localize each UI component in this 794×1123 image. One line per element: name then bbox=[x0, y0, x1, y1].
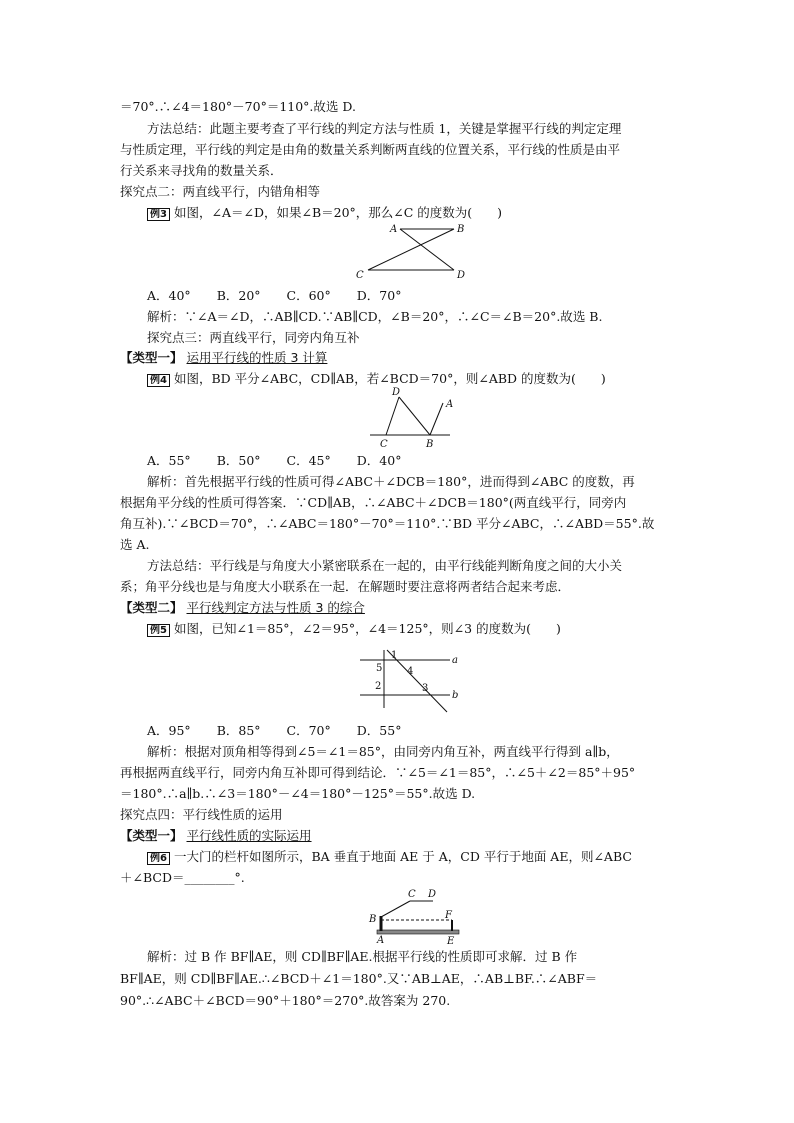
text-line: ＝70°.∴∠4＝180°－70°＝110°.故选 D. bbox=[120, 99, 356, 114]
text-line: 再根据两直线平行，同旁内角互补即可得到结论．∵∠5＝∠1＝85°，∴∠5＋∠2＝85°＋95° bbox=[120, 765, 636, 780]
answer-options bbox=[147, 453, 707, 469]
answer-options bbox=[147, 723, 707, 739]
angle-3: 3 bbox=[422, 683, 429, 694]
solution-text: 解析：根据对顶角相等得到∠5＝∠1＝85°，由同旁内角互补，两直线平行得到 a∥b， bbox=[147, 744, 619, 759]
label-c: C bbox=[380, 439, 388, 450]
example-3-question bbox=[147, 205, 707, 221]
question-text: 如图，∠A＝∠D，如果∠B＝20°，那么∠C 的度数为( ) bbox=[173, 205, 503, 220]
segment-bc bbox=[381, 901, 410, 917]
angle-2: 2 bbox=[375, 681, 382, 692]
figure-6 bbox=[365, 887, 475, 947]
ground bbox=[377, 930, 459, 934]
label-c: C bbox=[408, 889, 416, 900]
angle-5: 5 bbox=[376, 663, 383, 674]
angle-4: 4 bbox=[407, 666, 414, 677]
label-a: A bbox=[377, 935, 385, 946]
label-a: A bbox=[390, 224, 398, 235]
answer-options bbox=[147, 288, 707, 304]
option: A．55° bbox=[147, 453, 191, 468]
type-heading bbox=[120, 828, 680, 844]
text-line: 行关系来寻找角的数量关系． bbox=[120, 163, 283, 178]
segment-bc bbox=[368, 229, 454, 270]
segment-ad bbox=[400, 229, 454, 270]
example-tag: 例6 bbox=[147, 852, 170, 865]
method-summary: 方法总结：平行线是与角度大小紧密联系在一起的，由平行线能判断角度之间的大小关 bbox=[147, 558, 623, 573]
option: D．40° bbox=[356, 453, 402, 468]
label-d: D bbox=[428, 889, 437, 900]
question-text: 一大门的栏杆如图所示，BA 垂直于地面 AE 于 A，CD 平行于地面 AE，则∠ABC bbox=[173, 849, 632, 864]
segment-cd bbox=[386, 397, 399, 435]
label-b: B bbox=[426, 439, 434, 450]
example-tag: 例5 bbox=[147, 624, 170, 637]
text-line: 系；角平分线也是与角度大小联系在一起．在解题时要注意将两者结合起来考虑． bbox=[120, 579, 571, 594]
solution-text: 解析：过 B 作 BF∥AE，则 CD∥BF∥AE.根据平行线的性质即可求解．过 B 作 bbox=[147, 949, 578, 964]
option: B．20° bbox=[216, 288, 261, 303]
text-line: 90°.∴∠ABC＋∠BCD＝90°＋180°＝270°.故答案为 270. bbox=[120, 993, 451, 1008]
label-b: b bbox=[452, 690, 459, 701]
text-line: 角互补).∵∠BCD＝70°，∴∠ABC＝180°－70°＝110°.∵BD 平分∠ABC，∴∠ABD＝55°.故 bbox=[120, 516, 655, 531]
type-tag: 【类型一】 bbox=[120, 350, 183, 365]
type-title: 平行线性质的实际运用 bbox=[186, 828, 312, 843]
method-summary: 方法总结：此题主要考查了平行线的判定方法与性质 1，关键是掌握平行线的判定定理 bbox=[147, 121, 622, 136]
label-c: C bbox=[356, 270, 364, 281]
text-line: 与性质定理，平行线的判定是由角的数量关系判断两直线的位置关系，平行线的性质是由平 bbox=[120, 142, 621, 157]
option: A．95° bbox=[147, 723, 191, 738]
label-b: B bbox=[369, 914, 377, 925]
text-line: ＝180°.∴a∥b.∴∠3＝180°－∠4＝180°－125°＝55°.故选 D. bbox=[120, 786, 476, 801]
figure-4 bbox=[360, 385, 470, 450]
angle-1: 1 bbox=[391, 650, 398, 661]
solution-text: 解析：首先根据平行线的性质可得∠ABC＋∠DCB＝180°，进而得到∠ABC 的度数，再 bbox=[147, 474, 635, 489]
option: C．60° bbox=[286, 288, 331, 303]
text-line: BF∥AE，则 CD∥BF∥AE.∴∠BCD＋∠1＝180°.又∵AB⊥AE，∴AB⊥BF.∴∠ABF＝ bbox=[120, 971, 598, 986]
option: B．85° bbox=[216, 723, 261, 738]
figure-5 bbox=[355, 642, 470, 717]
solution-text: 解析：∵∠A＝∠D，∴AB∥CD.∵AB∥CD，∠B＝20°，∴∠C＝∠B＝20°.故选 B. bbox=[147, 309, 603, 324]
section-heading: 探究点二：两直线平行，内错角相等 bbox=[120, 184, 321, 199]
example-tag: 例3 bbox=[147, 208, 170, 221]
option: A．40° bbox=[147, 288, 191, 303]
label-f: F bbox=[445, 910, 452, 921]
type-tag: 【类型一】 bbox=[120, 828, 183, 843]
option: C．70° bbox=[286, 723, 331, 738]
example-6-question bbox=[147, 849, 707, 865]
segment-ba bbox=[430, 403, 443, 435]
example-tag: 例4 bbox=[147, 374, 170, 387]
example-5-question bbox=[147, 621, 707, 637]
type-heading bbox=[120, 350, 680, 366]
label-b: B bbox=[457, 224, 465, 235]
section-heading: 探究点四：平行线性质的运用 bbox=[120, 807, 283, 822]
text-line: ＋∠BCD＝________°. bbox=[120, 870, 245, 885]
type-title: 运用平行线的性质 3 计算 bbox=[186, 350, 328, 365]
type-tag: 【类型二】 bbox=[120, 600, 183, 615]
segment-db bbox=[399, 397, 430, 435]
label-a: a bbox=[452, 655, 458, 666]
figure-3 bbox=[350, 220, 480, 282]
question-text: 如图，已知∠1＝85°，∠2＝95°，∠4＝125°，则∠3 的度数为( ) bbox=[173, 621, 561, 636]
option: C．45° bbox=[286, 453, 331, 468]
label-d: D bbox=[392, 387, 401, 398]
option: D．55° bbox=[356, 723, 402, 738]
text-line: 根据角平分线的性质可得答案．∵CD∥AB，∴∠ABC＋∠DCB＝180°(两直线平行，同旁内 bbox=[120, 495, 627, 510]
question-text: 如图，BD 平分∠ABC，CD∥AB，若∠BCD＝70°，则∠ABD 的度数为( ) bbox=[173, 371, 606, 386]
option: D．70° bbox=[356, 288, 402, 303]
type-title: 平行线判定方法与性质 3 的综合 bbox=[186, 600, 365, 615]
label-e: E bbox=[447, 936, 455, 947]
section-heading: 探究点三：两直线平行，同旁内角互补 bbox=[147, 330, 360, 345]
text-line: 选 A. bbox=[120, 537, 150, 552]
label-a: A bbox=[446, 399, 454, 410]
option: B．50° bbox=[216, 453, 261, 468]
label-d: D bbox=[457, 270, 466, 281]
type-heading bbox=[120, 600, 680, 616]
